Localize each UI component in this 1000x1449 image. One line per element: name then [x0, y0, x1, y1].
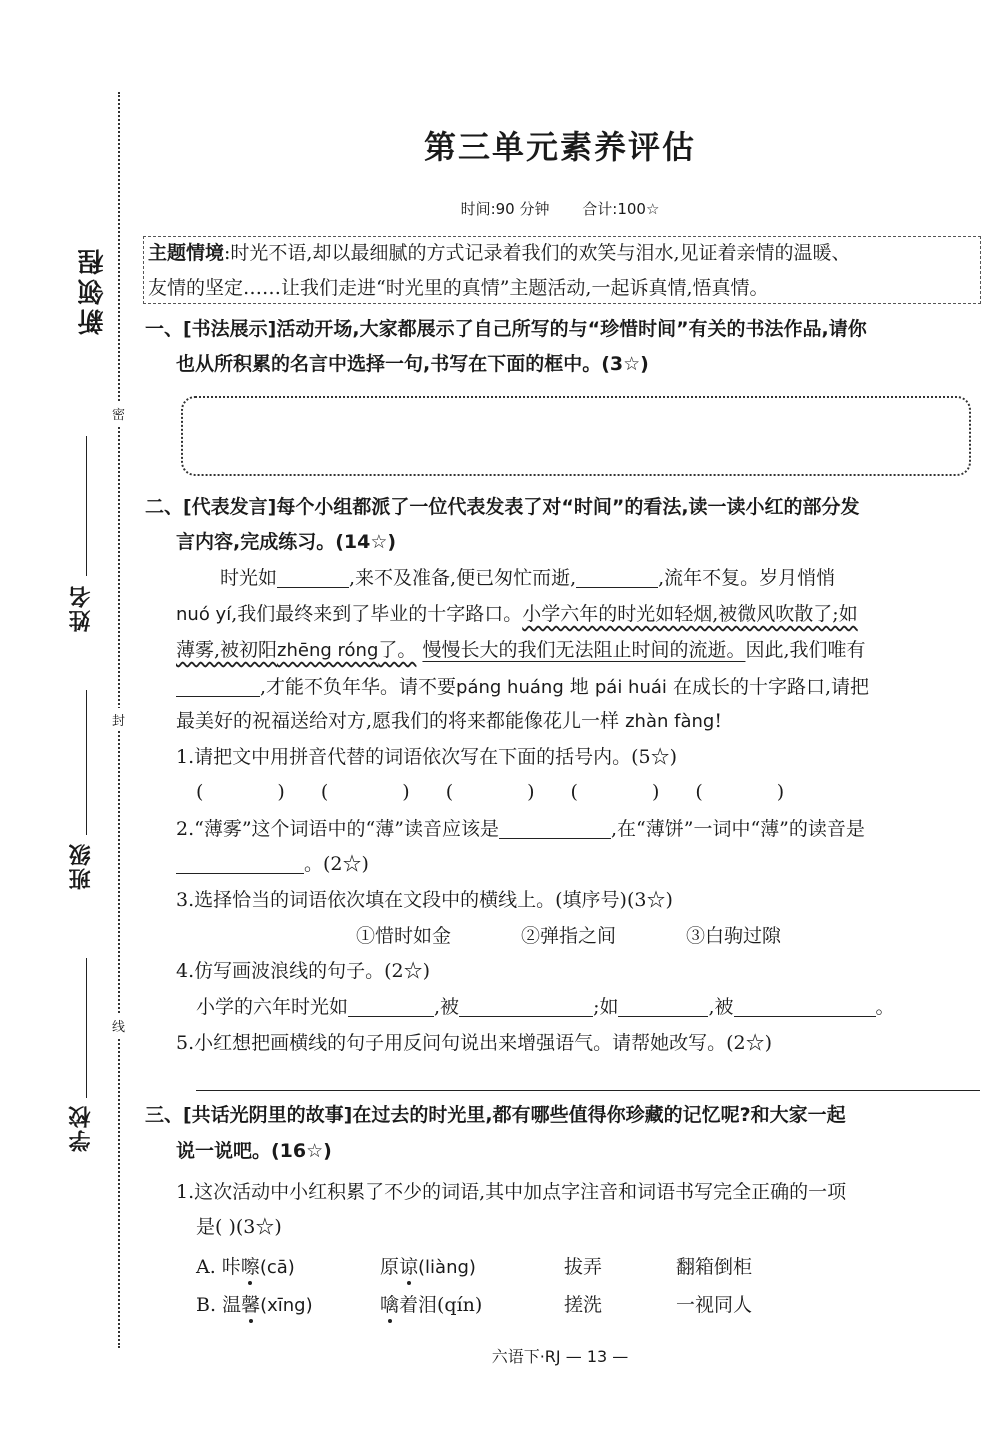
school-label: 学校 — [69, 1104, 94, 1152]
q2-sub1-answer-parens: ( ) ( ) ( ) ( ) ( ) — [196, 781, 785, 803]
q2-sub3-options — [356, 927, 781, 946]
name-field-line — [86, 436, 87, 576]
context-line-2: 友情的坚定……让我们走进“时光里的真情”主题活动,一起诉真情,悟真情。 — [148, 277, 769, 299]
class-label: 班级 — [69, 842, 94, 890]
page-title: 第三单元素养评估 — [423, 128, 696, 166]
school-field-line — [86, 958, 87, 1098]
q2-sub2-line-1: 2.“薄雾”这个词语中的“薄”读音应该是 ,在“薄饼”一词中“薄”的读音是 — [176, 818, 865, 840]
q2-sub3: 3.选择恰当的词语依次填在文段中的横线上。(填序号)(3☆) — [176, 889, 673, 911]
passage-line-2: nuó yí,我们最终来到了毕业的十字路口。小学六年的时光如轻烟,被微风吹散了;如 — [176, 603, 858, 625]
sub2-blank-1[interactable] — [499, 820, 611, 839]
cut-char-feng: 封 — [112, 708, 125, 731]
option-1: ①惜时如金 — [356, 925, 452, 947]
passage-line-1: 时光如 ,来不及准备,便已匆忙而逝, ,流年不复。岁月悄悄 — [220, 567, 836, 589]
pinyin-paihuai: pái huái — [594, 677, 667, 698]
wavy-sentence-part-1: 小学六年的时光如轻烟,被微风吹散了;如 — [522, 603, 858, 625]
wavy-sentence-part-2: 薄雾,被初阳zhēng róng了。 — [176, 639, 417, 661]
pinyin-nuoyi: nuó yí — [176, 604, 232, 625]
brand-logo-text: 新领程 — [78, 245, 108, 335]
context-label: 主题情境 — [148, 242, 225, 264]
dotted-char-liang: 谅 — [399, 1256, 419, 1278]
passage-line-5: 最美好的祝福送给对方,愿我们的将来都能像花儿一样 zhàn fàng! — [176, 710, 722, 732]
sub2-blank-2[interactable] — [176, 855, 304, 874]
dotted-char-xin: 馨 — [241, 1294, 261, 1316]
q3-heading-line-2: 说一说吧。(16☆) — [176, 1140, 332, 1162]
option-2: ②弹指之间 — [521, 925, 617, 947]
passage-line-3: 薄雾,被初阳zhēng róng了。 慢慢长大的我们无法阻止时间的流逝。因此,我们唯有 — [176, 639, 866, 661]
context-line-1 — [148, 244, 851, 263]
q2-sub2-line-2: 。(2☆) — [176, 855, 369, 874]
q2-heading-line-2: 言内容,完成练习。(14☆) — [176, 531, 397, 553]
sub4-blank-1[interactable] — [348, 998, 434, 1017]
q1-heading-line-1: 一、[书法展示]活动开场,大家都展示了自己所写的与“珍惜时间”有关的书法作品,请你 — [145, 318, 867, 340]
sub5-answer-line[interactable] — [196, 1090, 980, 1091]
dotted-char-cha: 嚓 — [240, 1256, 260, 1278]
q2-sub4: 4.仿写画波浪线的句子。(2☆) — [176, 960, 431, 982]
time-limit: 时间:90 分钟 — [460, 200, 550, 218]
q3-sub1-line-2: 是( )(3☆) — [196, 1216, 282, 1238]
q3-option-b: B. 温馨(xīng) 噙着泪(qín) 搓洗 一视同人 — [196, 1294, 753, 1316]
exam-meta — [0, 198, 1000, 219]
context-text-1: :时光不语,却以最细腻的方式记录着我们的欢笑与泪水,见证着亲情的温暖、 — [224, 242, 851, 264]
sub4-blank-2[interactable] — [459, 998, 593, 1017]
sub4-blank-4[interactable] — [734, 998, 876, 1017]
pinyin-zhengrong: zhēng róng — [277, 640, 379, 661]
underlined-sentence: 慢慢长大的我们无法阻止时间的流逝。 — [422, 639, 746, 661]
pinyin-zhanfang: zhàn fàng — [625, 711, 715, 732]
q2-sub5: 5.小红想把画横线的句子用反问句说出来增强语气。请帮她改写。(2☆) — [176, 1032, 773, 1054]
calligraphy-write-box[interactable] — [181, 396, 971, 476]
q3-sub1-line-1: 1.这次活动中小红积累了不少的词语,其中加点字注音和词语书写完全正确的一项 — [176, 1181, 847, 1203]
q2-sub4-fill: 小学的六年时光如 ,被 ;如 ,被 。 — [196, 996, 895, 1018]
q3-option-a: A. 咔嚓(cā) 原谅(liàng) 拔弄 翻箱倒柜 — [196, 1256, 753, 1278]
cut-char-mi: 密 — [112, 402, 125, 425]
dotted-char-qin: 噙 — [380, 1294, 400, 1316]
total-score: 合计:100☆ — [582, 200, 660, 218]
q3-heading-line-1: 三、[共话光阴里的故事]在过去的时光里,都有哪些值得你珍藏的记忆呢?和大家一起 — [145, 1104, 846, 1126]
passage-blank-3[interactable] — [176, 678, 260, 697]
q1-heading-line-2: 也从所积累的名言中选择一句,书写在下面的框中。(3☆) — [176, 353, 649, 375]
q2-sub1: 1.请把文中用拼音代替的词语依次写在下面的括号内。(5☆) — [176, 746, 678, 768]
passage-line-4: ,才能不负年华。请不要páng huáng 地 pái huái 在成长的十字路口,请把 — [176, 678, 869, 697]
q2-heading-line-1: 二、[代表发言]每个小组都派了一位代表发表了对“时间”的看法,读一读小红的部分发 — [145, 496, 860, 518]
passage-blank-1[interactable] — [277, 569, 349, 588]
option-3: ③白驹过隙 — [686, 925, 782, 947]
pinyin-panghuang: páng huáng — [456, 677, 564, 698]
cut-char-xian: 线 — [112, 1014, 125, 1037]
class-field-line — [86, 690, 87, 835]
sub4-blank-3[interactable] — [618, 998, 708, 1017]
passage-blank-2[interactable] — [576, 569, 658, 588]
page-footer: 六语下·RJ — 13 — — [491, 1347, 629, 1366]
name-label: 姓名 — [69, 584, 94, 632]
